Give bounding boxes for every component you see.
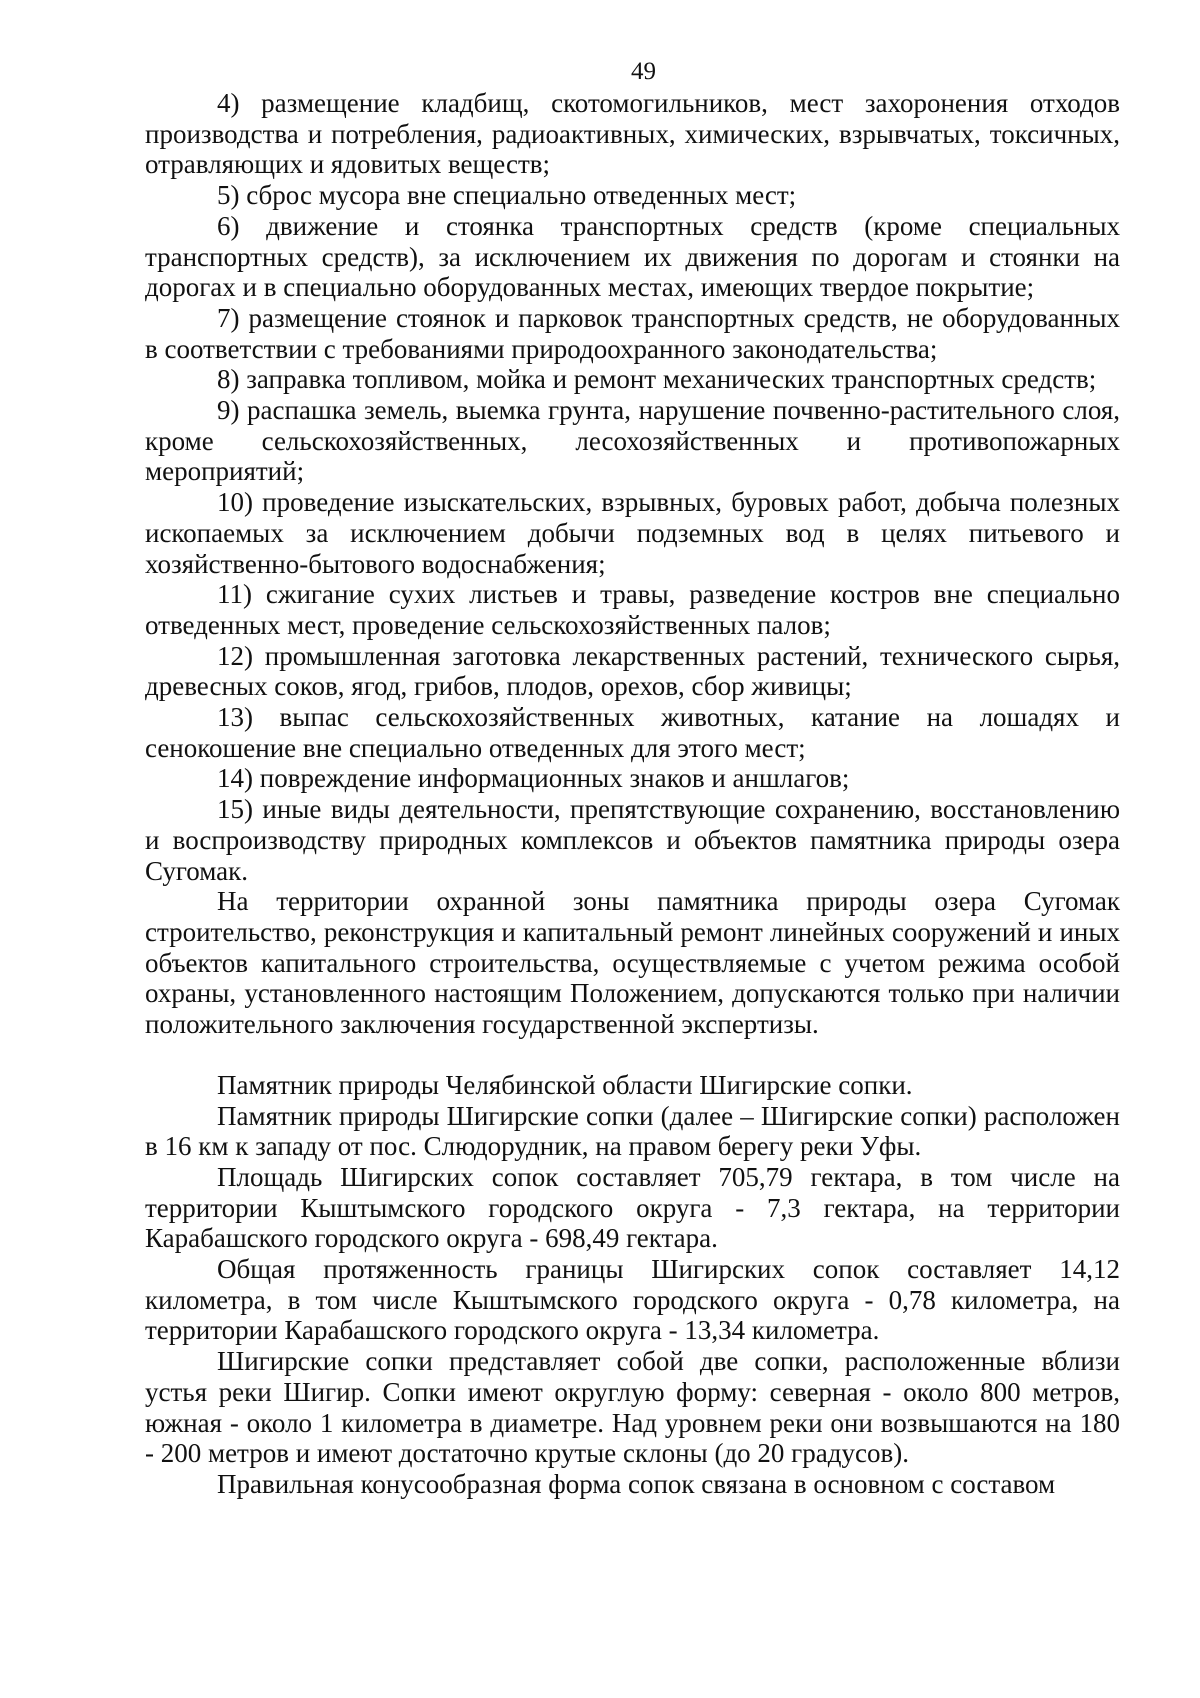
paragraph-description: Шигирские сопки представляет собой две сопки, расположенные вблизи устья реки Шигир. Сопки имеют округлую форму: северная - около 800 метров, южная - около 1 километра в диаметре. Над уровнем реки они возвышаются на 180 - 200 метров и имеют достаточно крутые склоны (до 20 градусов). — [145, 1346, 1120, 1469]
paragraph-area: Площадь Шигирских сопок составляет 705,79 гектара, в том числе на территории Кыштымского городского округа - 7,3 гектара, на территории Карабашского городского округа - 698,49 гектара. — [145, 1161, 1120, 1254]
paragraph-protection-zone: На территории охранной зоны памятника природы озера Сугомак строительство, реконструкция и капитальный ремонт линейных сооружений и иных объектов капитального строительства, осуществляемые с учетом режима особой охраны, установленного настоящим Положением, допускаются только при наличии положительного заключения государственной экспертизы. — [145, 886, 1120, 1040]
paragraph-item-8: 8) заправка топливом, мойка и ремонт механических транспортных средств; — [217, 364, 1097, 395]
paragraph-item-14: 14) повреждение информационных знаков и аншлагов; — [217, 763, 850, 794]
paragraph-item-10: 10) проведение изыскательских, взрывных, буровых работ, добыча полезных ископаемых за исключением добычи подземных вод в целях питьевого и хозяйственно-бытового водоснабжения; — [145, 487, 1120, 579]
paragraph-item-5: 5) сброс мусора вне специально отведенных мест; — [217, 180, 797, 211]
paragraph-item-11: 11) сжигание сухих листьев и травы, разведение костров вне специально отведенных мест, проведение сельскохозяйственных палов; — [145, 579, 1120, 640]
paragraph-location: Памятник природы Шигирские сопки (далее – Шигирские сопки) расположен в 16 км к западу от пос. Слюдорудник, на правом берегу реки Уфы. — [145, 1100, 1120, 1162]
paragraph-item-7: 7) размещение стоянок и парковок транспортных средств, не оборудованных в соответствии с требованиями природоохранного законодательства; — [145, 302, 1120, 364]
section-heading: Памятник природы Челябинской области Шигирские сопки. — [217, 1069, 913, 1100]
paragraph-item-9: 9) распашка земель, выемка грунта, нарушение почвенно-растительного слоя, кроме сельскохозяйственных, лесохозяйственных и противопожарных мероприятий; — [145, 395, 1120, 487]
paragraph-boundary-length: Общая протяженность границы Шигирских сопок составляет 14,12 километра, в том числе Кыштымского городского округа - 0,78 километра, на территории Карабашского городского округа - 13,34 километра. — [145, 1254, 1120, 1346]
paragraph-item-6: 6) движение и стоянка транспортных средств (кроме специальных транспортных средств), за исключением их движения по дорогам и стоянки на дорогах и в специально оборудованных местах, имеющих твердое покрытие; — [145, 210, 1120, 303]
paragraph-item-15: 15) иные виды деятельности, препятствующие сохранению, восстановлению и воспроизводству природных комплексов и объектов памятника природы озера Сугомак. — [145, 794, 1120, 886]
paragraph-item-4: 4) размещение кладбищ, скотомогильников, мест захоронения отходов производства и потребления, радиоактивных, химических, взрывчатых, токсичных, отравляющих и ядовитых веществ; — [145, 88, 1120, 180]
paragraph-item-13: 13) выпас сельскохозяйственных животных, катание на лошадях и сенокошение вне специально отведенных для этого мест; — [145, 702, 1120, 763]
page-number: 49 — [631, 58, 656, 85]
paragraph-item-12: 12) промышленная заготовка лекарственных растений, технического сырья, древесных соков, ягод, грибов, плодов, орехов, сбор живицы; — [145, 640, 1120, 702]
paragraph-shape: Правильная конусообразная форма сопок связана в основном с составом — [217, 1468, 1056, 1499]
document-page — [145, 58, 1120, 1500]
